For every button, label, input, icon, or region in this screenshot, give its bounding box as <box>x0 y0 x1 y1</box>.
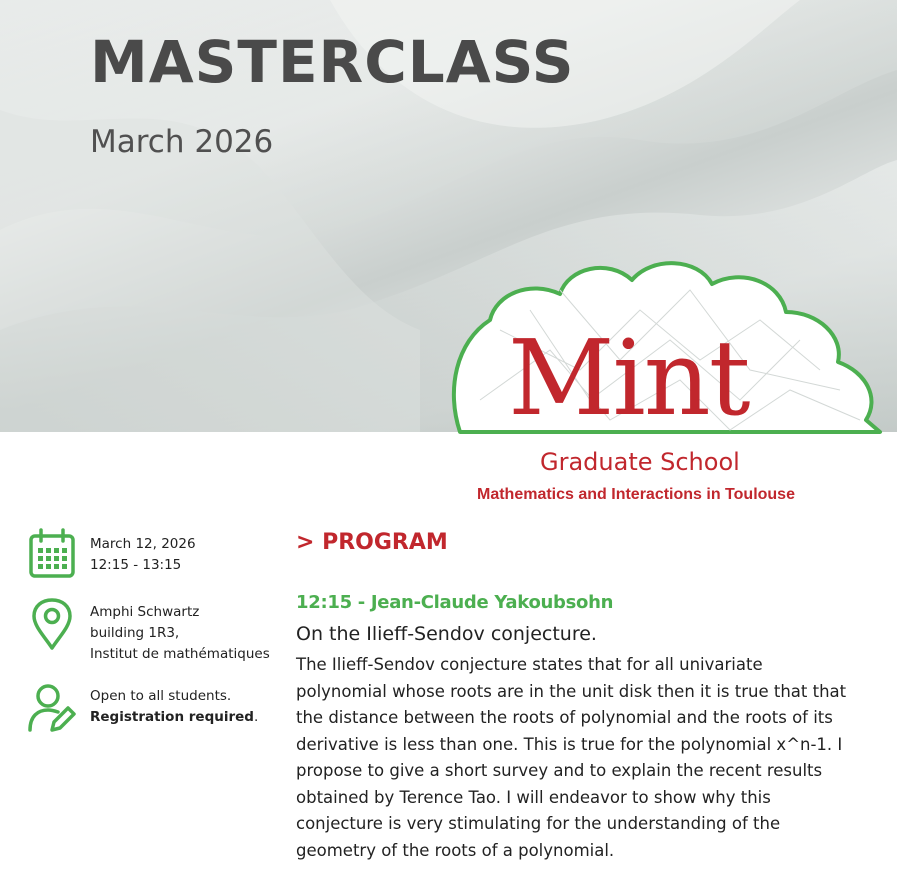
date-info <box>28 528 196 580</box>
event-date: March 12, 2026 <box>90 536 196 552</box>
location-room: Amphi Schwartz <box>90 604 200 620</box>
audience-info <box>28 682 258 734</box>
location-institute: Institut de mathématiques <box>90 646 270 662</box>
location-info <box>28 598 270 665</box>
calendar-icon <box>28 528 76 580</box>
page-subtitle: March 2026 <box>90 124 274 160</box>
location-text <box>90 598 270 665</box>
registration-period: . <box>253 709 259 725</box>
logo-tagline: Mathematics and Interactions in Toulouse <box>477 486 795 503</box>
registration-required: Registration required <box>90 709 254 725</box>
logo-school-name: Graduate School <box>540 448 740 476</box>
page-title: MASTERCLASS <box>90 28 575 96</box>
audience-text <box>90 682 258 728</box>
program-heading: > PROGRAM <box>296 530 448 555</box>
registration-line <box>90 707 258 728</box>
talk-time-speaker: 12:15 - Jean-Claude Yakoubsohn <box>296 592 614 613</box>
talk-abstract: The Ilieff-Sendov conjecture states that for all univariate polynomial whose roots are in the unit disk then it is true that that the distance between the roots of polynomial and the roots of its derivative is less than one. This is true for the polynomial x^n-1. I propose to give a short survey and to explain the recent results obtained by Terence Tao. I will endeavor to show why this conjecture is very stimulating for the understanding of the geometry of the roots of a polynomial. <box>296 655 847 860</box>
event-time: 12:15 - 13:15 <box>90 557 182 573</box>
date-text <box>90 528 196 576</box>
location-building: building 1R3, <box>90 625 180 641</box>
talk-title: On the Ilieff-Sendov conjecture. <box>296 623 597 645</box>
audience-line: Open to all students. <box>90 688 232 704</box>
location-pin-icon <box>28 598 76 650</box>
user-edit-icon <box>28 682 76 734</box>
mint-logo-wordmark: Mint <box>508 317 749 439</box>
